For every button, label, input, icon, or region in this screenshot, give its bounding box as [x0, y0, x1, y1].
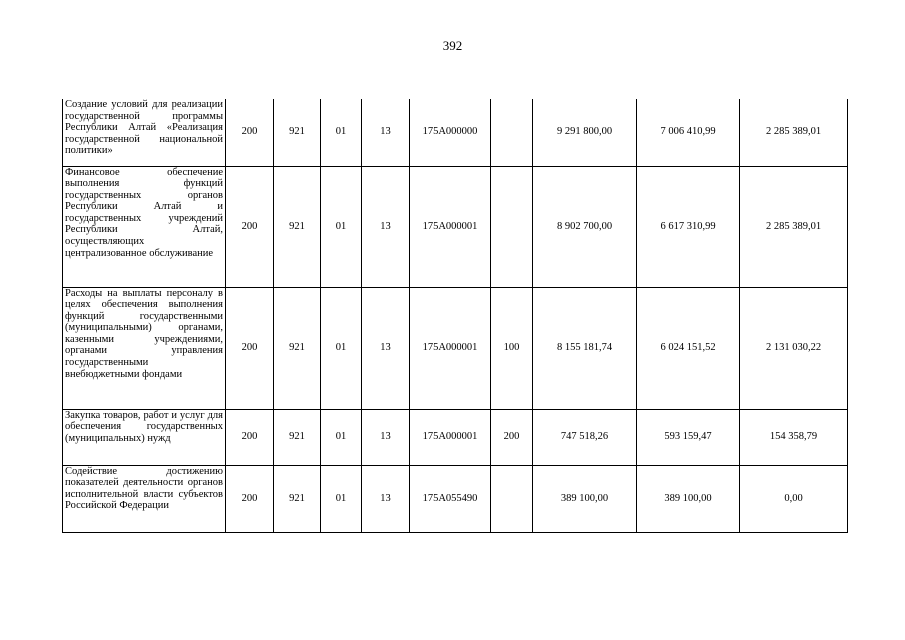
- rz-code-cell: 01: [321, 166, 362, 287]
- table-row: [63, 166, 848, 287]
- row-name-cell: Закупка товаров, работ и услуг для обеспечения государственных (муниципальных) нужд: [63, 409, 226, 465]
- table-row: [63, 287, 848, 409]
- plan-amount-cell: 8 902 700,00: [533, 166, 637, 287]
- row-name-cell: Содействие достижению показателей деятельности органов исполнительной власти субъектов Российской Федерации: [63, 465, 226, 532]
- exec-amount-cell: 389 100,00: [637, 465, 740, 532]
- csr-code-cell: 175А055490: [410, 465, 491, 532]
- gr-code-cell: 200: [226, 99, 274, 166]
- csr-code-cell: 175А000001: [410, 166, 491, 287]
- vr-code-cell: [491, 166, 533, 287]
- vr-code-cell: 200: [491, 409, 533, 465]
- csr-code-cell: 175А000000: [410, 99, 491, 166]
- csr-code-cell: 175А000001: [410, 287, 491, 409]
- plan-amount-cell: 389 100,00: [533, 465, 637, 532]
- rest-amount-cell: 2 285 389,01: [740, 99, 848, 166]
- rz-code-cell: 01: [321, 409, 362, 465]
- ved-code-cell: 921: [274, 166, 321, 287]
- rz-code-cell: 01: [321, 465, 362, 532]
- plan-amount-cell: 8 155 181,74: [533, 287, 637, 409]
- rz-code-cell: 01: [321, 99, 362, 166]
- exec-amount-cell: 593 159,47: [637, 409, 740, 465]
- table-row: [63, 465, 848, 532]
- gr-code-cell: 200: [226, 409, 274, 465]
- pr-code-cell: 13: [362, 409, 410, 465]
- rest-amount-cell: 154 358,79: [740, 409, 848, 465]
- plan-amount-cell: 747 518,26: [533, 409, 637, 465]
- rest-amount-cell: 2 285 389,01: [740, 166, 848, 287]
- exec-amount-cell: 7 006 410,99: [637, 99, 740, 166]
- gr-code-cell: 200: [226, 465, 274, 532]
- vr-code-cell: [491, 465, 533, 532]
- ved-code-cell: 921: [274, 409, 321, 465]
- row-name-cell: Создание условий для реализации государственной программы Республики Алтай «Реализация государственной национальной политики»: [63, 99, 226, 166]
- row-name-cell: Финансовое обеспечение выполнения функций государственных органов Республики Алтай и государственных учреждений Республики Алтай, осуществляющих централизованное обслуживание: [63, 166, 226, 287]
- table-row: [63, 99, 848, 166]
- gr-code-cell: 200: [226, 166, 274, 287]
- vr-code-cell: 100: [491, 287, 533, 409]
- csr-code-cell: 175А000001: [410, 409, 491, 465]
- pr-code-cell: 13: [362, 287, 410, 409]
- rest-amount-cell: 2 131 030,22: [740, 287, 848, 409]
- page-number: 392: [442, 38, 463, 53]
- exec-amount-cell: 6 024 151,52: [637, 287, 740, 409]
- exec-amount-cell: 6 617 310,99: [637, 166, 740, 287]
- row-name-cell: Расходы на выплаты персоналу в целях обеспечения выполнения функций государственными (муниципальными) органами, казенными учреждениями, органами управления государственными внебюджетными фондами: [63, 287, 226, 409]
- ved-code-cell: 921: [274, 465, 321, 532]
- rz-code-cell: 01: [321, 287, 362, 409]
- budget-table: [62, 99, 848, 533]
- pr-code-cell: 13: [362, 465, 410, 532]
- gr-code-cell: 200: [226, 287, 274, 409]
- table-row: [63, 409, 848, 465]
- plan-amount-cell: 9 291 800,00: [533, 99, 637, 166]
- pr-code-cell: 13: [362, 166, 410, 287]
- ved-code-cell: 921: [274, 99, 321, 166]
- ved-code-cell: 921: [274, 287, 321, 409]
- pr-code-cell: 13: [362, 99, 410, 166]
- vr-code-cell: [491, 99, 533, 166]
- rest-amount-cell: 0,00: [740, 465, 848, 532]
